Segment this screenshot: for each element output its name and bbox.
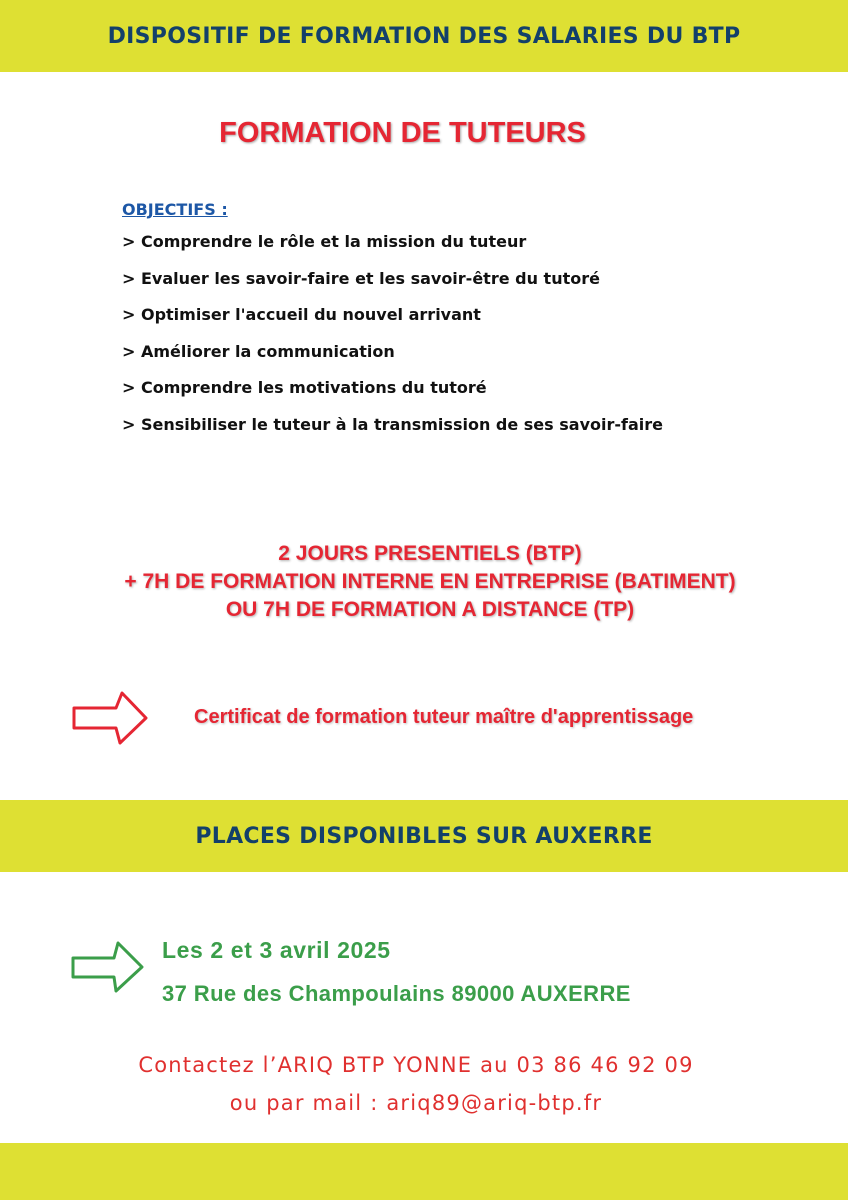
objective-item: > Evaluer les savoir-faire et les savoir-être du tutoré [122,268,600,288]
duration-line: + 7H DE FORMATION INTERNE EN ENTREPRISE (BATIMENT) [124,570,736,593]
objective-item: > Améliorer la communication [122,341,395,361]
objectives-heading: OBJECTIFS : [122,200,228,219]
contact-email: ou par mail : ariq89@ariq-btp.fr [229,1091,603,1115]
session-address: 37 Rue des Champoulains 89000 AUXERRE [162,981,631,1006]
contact-phone: Contactez l’ARIQ BTP YONNE au 03 86 46 92 09 [138,1053,694,1077]
arrow-right-icon [70,690,150,746]
header-band [0,0,848,72]
footer-band [0,1143,848,1200]
certificate-text: Certificat de formation tuteur maître d'apprentissage [194,706,694,728]
session-date: Les 2 et 3 avril 2025 [162,937,391,963]
objective-item: > Comprendre les motivations du tutoré [122,378,487,397]
objective-item: > Comprendre le rôle et la mission du tuteur [122,232,527,251]
objective-item: > Sensibiliser le tuteur à la transmission de ses savoir-faire [122,414,663,434]
objective-item: > Optimiser l'accueil du nouvel arrivant [122,305,481,324]
arrow-right-icon [70,940,146,994]
duration-line: OU 7H DE FORMATION A DISTANCE (TP) [225,598,635,621]
duration-line: 2 JOURS PRESENTIELS (BTP) [278,542,582,565]
objectives-section [122,200,663,452]
header-title: DISPOSITIF DE FORMATION DES SALARIES DU BTP [107,23,741,49]
duration-block [0,540,848,624]
page-title: FORMATION DE TUTEURS [219,117,586,149]
availability-title: PLACES DISPONIBLES SUR AUXERRE [195,823,653,849]
availability-band [0,800,848,872]
